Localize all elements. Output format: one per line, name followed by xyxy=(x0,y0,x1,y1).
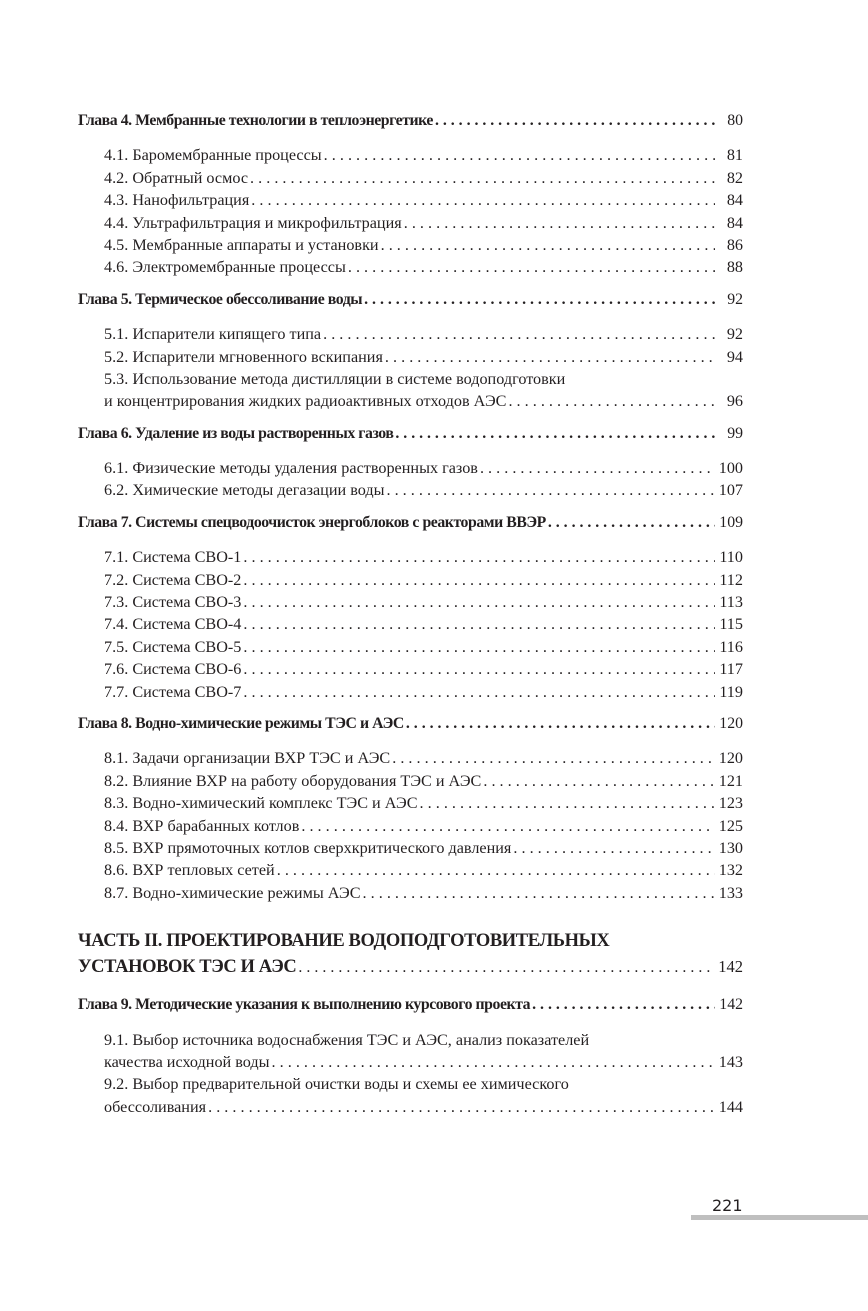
toc-item[interactable] xyxy=(78,792,743,814)
toc-item-continuation[interactable] xyxy=(78,1096,743,1118)
part-title: ЧАСТЬ II. ПРОЕКТИРОВАНИЕ ВОДОПОДГОТОВИТЕЛЬНЫХ xyxy=(78,931,610,952)
page-number: 82 xyxy=(726,168,743,187)
footer-rule xyxy=(691,1215,868,1220)
page-number: 123 xyxy=(718,794,743,813)
item-title: 8.6. ВХР тепловых сетей xyxy=(104,861,275,880)
item-title: 4.6. Электромембранные процессы xyxy=(104,258,346,277)
leader-dots xyxy=(243,681,715,703)
item-title: 4.4. Ультрафильтрация и микрофильтрация xyxy=(104,213,402,232)
toc-item-continuation[interactable] xyxy=(78,1051,743,1073)
leader-dots xyxy=(243,546,715,568)
leader-dots xyxy=(406,713,715,735)
item-title: 8.3. Водно-химический комплекс ТЭС и АЭС xyxy=(104,794,418,813)
toc-item[interactable] xyxy=(78,323,743,345)
page-number: 130 xyxy=(718,838,743,857)
toc-item[interactable] xyxy=(78,457,743,479)
leader-dots xyxy=(395,423,715,445)
toc-chapter-6[interactable] xyxy=(78,423,743,445)
item-title: 7.5. Система СВО-5 xyxy=(104,637,242,656)
leader-dots xyxy=(323,323,715,345)
page-number: 88 xyxy=(726,258,743,277)
toc-item[interactable] xyxy=(78,747,743,769)
page-number: 115 xyxy=(719,615,743,634)
item-title: 5.2. Испарители мгновенного вскипания xyxy=(104,347,383,366)
toc-item[interactable] xyxy=(78,658,743,680)
toc-item[interactable] xyxy=(78,144,743,166)
leader-dots xyxy=(301,815,714,837)
leader-dots xyxy=(392,747,714,769)
page-number: 121 xyxy=(718,771,743,790)
toc-item[interactable] xyxy=(78,770,743,792)
page-number: 142 xyxy=(719,996,743,1014)
toc-item[interactable] xyxy=(78,212,743,234)
item-title: 7.4. Система СВО-4 xyxy=(104,615,242,634)
item-title: 7.2. Система СВО-2 xyxy=(104,570,242,589)
item-title: 8.5. ВХР прямоточных котлов сверхкритического давления xyxy=(104,838,512,857)
toc-item-continuation[interactable] xyxy=(78,390,743,412)
leader-dots xyxy=(243,636,715,658)
toc-item[interactable] xyxy=(78,346,743,368)
item-title: 7.6. Система СВО-6 xyxy=(104,660,242,679)
toc-chapter-9[interactable] xyxy=(78,994,743,1016)
page-number: 92 xyxy=(727,290,743,308)
toc-item[interactable] xyxy=(78,234,743,256)
page-number: 86 xyxy=(726,235,743,254)
chapter-title: Глава 4. Мембранные технологии в теплоэнергетике xyxy=(78,112,433,129)
item-title: 6.1. Физические методы удаления растворенных газов xyxy=(104,459,478,478)
page-number: 144 xyxy=(718,1097,743,1116)
toc-item[interactable] xyxy=(78,546,743,568)
chapter-title: Глава 5. Термическое обессоливание воды xyxy=(78,290,363,308)
item-title: 9.1. Выбор источника водоснабжения ТЭС и АЭС, анализ показателей xyxy=(104,1030,590,1049)
item-title-line2: обессоливания xyxy=(104,1097,207,1116)
chapter-title: Глава 8. Водно-химические режимы ТЭС и АЭС xyxy=(78,714,404,732)
toc-item[interactable] xyxy=(78,882,743,904)
leader-dots xyxy=(548,512,715,534)
part-title-line2: УСТАНОВОК ТЭС И АЭС xyxy=(78,957,297,978)
page-number: 112 xyxy=(719,570,743,589)
item-title: 5.1. Испарители кипящего типа xyxy=(104,325,322,344)
table-of-contents xyxy=(78,110,743,1118)
toc-item[interactable] xyxy=(78,815,743,837)
toc-item[interactable] xyxy=(78,189,743,211)
toc-item[interactable] xyxy=(78,591,743,613)
item-title: 9.2. Выбор предварительной очистки воды и схемы ее химического xyxy=(104,1075,569,1094)
page-number: 81 xyxy=(726,146,743,165)
leader-dots xyxy=(251,189,715,211)
toc-part-2[interactable] xyxy=(78,928,743,980)
item-title: 8.1. Задачи организации ВХР ТЭС и АЭС xyxy=(104,749,391,768)
toc-item[interactable] xyxy=(78,837,743,859)
page-number: 107 xyxy=(718,481,743,500)
toc-item[interactable] xyxy=(78,636,743,658)
toc-item[interactable] xyxy=(78,479,743,501)
leader-dots xyxy=(381,234,715,256)
toc-item[interactable] xyxy=(78,256,743,278)
leader-dots xyxy=(385,346,715,368)
page-number: 143 xyxy=(718,1052,743,1071)
toc-chapter-4[interactable] xyxy=(78,110,743,132)
leader-dots xyxy=(508,390,715,412)
leader-dots xyxy=(363,882,715,904)
item-title: 4.5. Мембранные аппараты и установки xyxy=(104,235,379,254)
page-number-footer: 221 xyxy=(712,1196,743,1215)
leader-dots xyxy=(298,955,714,981)
page-number: 113 xyxy=(719,593,743,612)
page-number: 120 xyxy=(719,714,743,732)
item-title: 8.2. Влияние ВХР на работу оборудования ТЭС и АЭС xyxy=(104,771,482,790)
page-number: 84 xyxy=(726,191,743,210)
item-title: 7.1. Система СВО-1 xyxy=(104,548,242,567)
page-number: 80 xyxy=(727,112,743,129)
toc-item[interactable] xyxy=(78,859,743,881)
toc-item[interactable] xyxy=(78,167,743,189)
toc-item[interactable] xyxy=(78,681,743,703)
leader-dots xyxy=(277,859,715,881)
leader-dots xyxy=(243,613,715,635)
item-title-line2: и концентрирования жидких радиоактивных отходов АЭС xyxy=(104,392,507,411)
leader-dots xyxy=(404,212,715,234)
item-title: 7.7. Система СВО-7 xyxy=(104,682,242,701)
item-title: 6.2. Химические методы дегазации воды xyxy=(104,481,385,500)
chapter-title: Глава 7. Системы спецводоочисток энергоблоков с реакторами ВВЭР xyxy=(78,513,546,531)
toc-chapter-5[interactable] xyxy=(78,289,743,311)
leader-dots xyxy=(532,994,715,1016)
chapter-title: Глава 9. Методические указания к выполнению курсового проекта xyxy=(78,996,531,1014)
leader-dots xyxy=(348,256,715,278)
item-title: 4.3. Нанофильтрация xyxy=(104,191,250,210)
page-number: 116 xyxy=(719,637,743,656)
chapter-title: Глава 6. Удаление из воды растворенных газов xyxy=(78,424,394,442)
leader-dots xyxy=(386,479,714,501)
toc-item[interactable] xyxy=(78,1029,743,1051)
page-number: 117 xyxy=(719,660,743,679)
leader-dots xyxy=(364,289,715,311)
page-number: 125 xyxy=(718,816,743,835)
item-title-line2: качества исходной воды xyxy=(104,1052,270,1071)
item-title: 4.1. Баромембранные процессы xyxy=(104,146,322,165)
leader-dots xyxy=(208,1096,715,1118)
toc-item[interactable] xyxy=(78,613,743,635)
toc-chapter-8[interactable] xyxy=(78,713,743,735)
toc-chapter-7[interactable] xyxy=(78,512,743,534)
page-number: 96 xyxy=(726,392,743,411)
leader-dots xyxy=(420,792,715,814)
item-title: 4.2. Обратный осмос xyxy=(104,168,249,187)
page-number: 94 xyxy=(726,347,743,366)
leader-dots xyxy=(272,1051,715,1073)
page-number: 99 xyxy=(727,424,743,442)
leader-dots xyxy=(513,837,714,859)
toc-item[interactable] xyxy=(78,569,743,591)
toc-item[interactable] xyxy=(78,1073,743,1095)
leader-dots xyxy=(243,658,715,680)
page-number: 120 xyxy=(718,749,743,768)
leader-dots xyxy=(483,770,714,792)
item-title: 7.3. Система СВО-3 xyxy=(104,593,242,612)
leader-dots xyxy=(243,569,715,591)
page-number: 109 xyxy=(719,513,743,531)
page-number: 84 xyxy=(726,213,743,232)
leader-dots xyxy=(435,110,715,132)
item-title: 8.4. ВХР барабанных котлов xyxy=(104,816,300,835)
page-number: 92 xyxy=(726,325,743,344)
item-title: 5.3. Использование метода дистилляции в системе водоподготовки xyxy=(104,369,566,388)
page-number: 119 xyxy=(719,682,743,701)
page-number: 142 xyxy=(718,957,743,977)
leader-dots xyxy=(480,457,715,479)
leader-dots xyxy=(324,144,715,166)
page-number: 133 xyxy=(718,883,743,902)
leader-dots xyxy=(250,167,715,189)
page-number: 132 xyxy=(718,861,743,880)
item-title: 8.7. Водно-химические режимы АЭС xyxy=(104,883,361,902)
page-number: 100 xyxy=(718,459,743,478)
leader-dots xyxy=(243,591,715,613)
page-number: 110 xyxy=(719,548,743,567)
toc-item[interactable] xyxy=(78,368,743,390)
